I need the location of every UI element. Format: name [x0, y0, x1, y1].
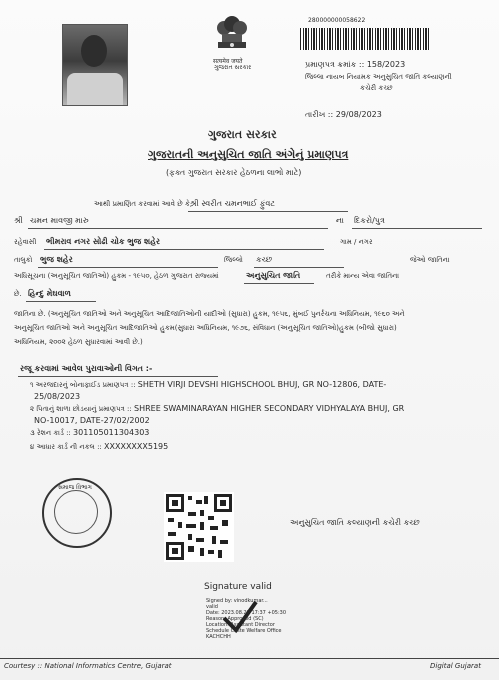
- signature-line-3: Date: 2023.08.29 17:37 +05:30: [206, 610, 287, 616]
- certify-prefix: આથી પ્રમાણિત કરવામાં આવે છે કે,: [94, 200, 193, 208]
- signature-line-2: valid: [206, 604, 218, 610]
- office-signatory: અનુસુચિત જાતિ કલ્યાણની કચેરી કચ્છ: [290, 518, 420, 527]
- father-name-line: [28, 228, 328, 229]
- caste: હિન્દુ મેઘવાળ: [28, 289, 71, 298]
- doc-label-1: ૧ અરજદારનું બોનાફાઈડ પ્રમાણપત્ર ::: [30, 381, 136, 389]
- emblem-subcaption: ગુજરાત સરકાર: [214, 64, 252, 71]
- legal-para-1: જાતિના છે. (અનુસૂચિત જાતિઓ અને અનુસૂચિત આદિજાતિઓની યાદીઓ (સુધારા) હુકમ, ૧૯૫૬, મુંબઈ પુનર્રચના અધિનિયમ, ૧૯૬૦ અને: [14, 310, 405, 318]
- seal-text: સમાજ વિભાગ: [58, 484, 92, 491]
- applicant-name-line: [188, 211, 348, 212]
- signature-line-5: Location: Assistant Director: [206, 622, 275, 628]
- signature-valid-title: Signature valid: [204, 582, 272, 592]
- order-text: અધિસૂચના (અનુસૂચિત જાતિઓ) હુકમ - ૧૯૫૦, હેઠળ ગુજરાત રાજ્યમાં: [14, 272, 219, 280]
- signature-details: [206, 598, 286, 640]
- seal-inner-ring: [54, 490, 98, 534]
- official-seal: [42, 478, 112, 548]
- doc-value-3: 301105011304303: [73, 428, 150, 437]
- cert-date: 29/08/2023: [335, 110, 382, 119]
- office-line1: જિલ્લા નાયબ નિયામક અનુસુચિત જાતિ કલ્યાણની: [305, 73, 452, 81]
- signature-line-6: Schedule Caste Welfare Office: [206, 628, 282, 634]
- relation: દિકરો/પુત્ર: [354, 216, 385, 225]
- relation-line: [352, 228, 482, 229]
- district: કચ્છ: [256, 255, 273, 264]
- cert-no: 158/2023: [366, 60, 406, 69]
- recognised-text: તરીકે માન્ય એવા જાતિના: [326, 272, 400, 280]
- taluka-label: તાલુકો: [14, 256, 33, 264]
- govt-title: ગુજરાત સરકાર: [208, 128, 277, 141]
- taluka-line: [38, 267, 218, 268]
- doc-label-2: ૨ પિતાનું શાળા છોડયાનું પ્રમાણપત્ર ::: [30, 405, 132, 413]
- documents-heading-line: [18, 376, 218, 377]
- national-emblem-icon: [212, 12, 252, 56]
- legal-para-3: અધિનિયમ, ૨૦૦૨ હેઠળ સુધારવામાં આવી છે.): [14, 338, 143, 346]
- belongs-label: જેઓ જાતિના: [410, 256, 450, 264]
- barcode-text: 280000000058622: [308, 17, 366, 24]
- category-line: [244, 283, 314, 284]
- footer-divider: [0, 658, 499, 659]
- doc-value-2: SHREE SWAMINARAYAN HIGHER SECONDARY VIDHYALAYA BHUJ, GR: [134, 404, 405, 413]
- address: ભીમરાવ નગર સોઢી ચોક ભુજ શહેર: [46, 237, 161, 246]
- signature-line-7: KACHCHH: [206, 634, 231, 640]
- village-label: ગામ / નગર: [340, 238, 373, 246]
- cert-no-label: પ્રમાણપત્ર ક્રમાંક ::: [305, 60, 365, 69]
- barcode: [300, 28, 430, 50]
- district-line: [254, 267, 344, 268]
- doc-label-3: ૩ રેશન કાર્ડ ::: [30, 429, 71, 437]
- emblem-caption: सत्यमेव जयते: [213, 58, 243, 65]
- na-label: ના: [336, 216, 344, 225]
- taluka: ભુજ શહેર: [40, 255, 73, 264]
- address-line: [44, 249, 324, 250]
- doc-value-4: XXXXXXXX5195: [104, 442, 169, 451]
- doc-value-1: SHETH VIRJI DEVSHI HIGHSCHOOL BHUJ, GR NO-12806, DATE-: [137, 380, 387, 389]
- certificate-title: ગુજરાતની અનુસુચિત જાતિ અંગેનું પ્રમાણપત્ર: [148, 148, 349, 161]
- district-label: જિલ્લો: [224, 256, 243, 264]
- office-line2: કચેરી કચ્છ: [360, 84, 393, 92]
- resident-label: રહેવાસી: [14, 238, 37, 246]
- caste-label: છે.: [14, 290, 22, 298]
- father-name: ચમન માવજી મારુ: [30, 216, 89, 225]
- applicant-name: શ્રી સ્વરીત ચમનભાઈ ફુંવટ: [190, 199, 276, 208]
- photo-head: [81, 35, 107, 67]
- legal-para-2: અનુસૂચિત જાતિઓ અને અનુસૂચિત આદિજાતિઓ હુકમ(સુધારા અધિનિયમ, ૧૯૭૬, સંવિધાન (અનુસૂચિત જાતિઓ)હુકમ (બીજો સુધારા): [14, 324, 397, 332]
- certificate-subtitle: (ફક્ત ગુજરાત સરકાર હેઠળના લાભો માટે): [166, 168, 302, 177]
- applicant-photo: [62, 24, 128, 106]
- footer-left: Courtesy :: National Informatics Centre, Gujarat: [4, 662, 172, 670]
- date-label: તારીખ ::: [305, 110, 334, 119]
- qr-code-icon: [164, 492, 234, 562]
- sri-label: શ્રી: [14, 216, 23, 225]
- caste-line: [26, 301, 96, 302]
- signature-line-4: Reason: Approved (SC): [206, 616, 264, 622]
- doc-value-1b: 25/08/2023: [34, 392, 81, 401]
- documents-heading: રજૂ કરવામાં આવેલ પુરાવાઓની વિગત :-: [20, 364, 153, 373]
- photo-shirt: [67, 73, 123, 105]
- signature-line-1: Signed by: vinodkumar...: [206, 598, 268, 604]
- category: અનુસુચિત જાતિ: [246, 271, 301, 280]
- footer-right: Digital Gujarat: [430, 662, 481, 670]
- doc-label-4: ૪ આધાર કાર્ડ ની નકલ ::: [30, 443, 102, 451]
- doc-value-2b: NO-10017, DATE-27/02/2002: [34, 416, 150, 425]
